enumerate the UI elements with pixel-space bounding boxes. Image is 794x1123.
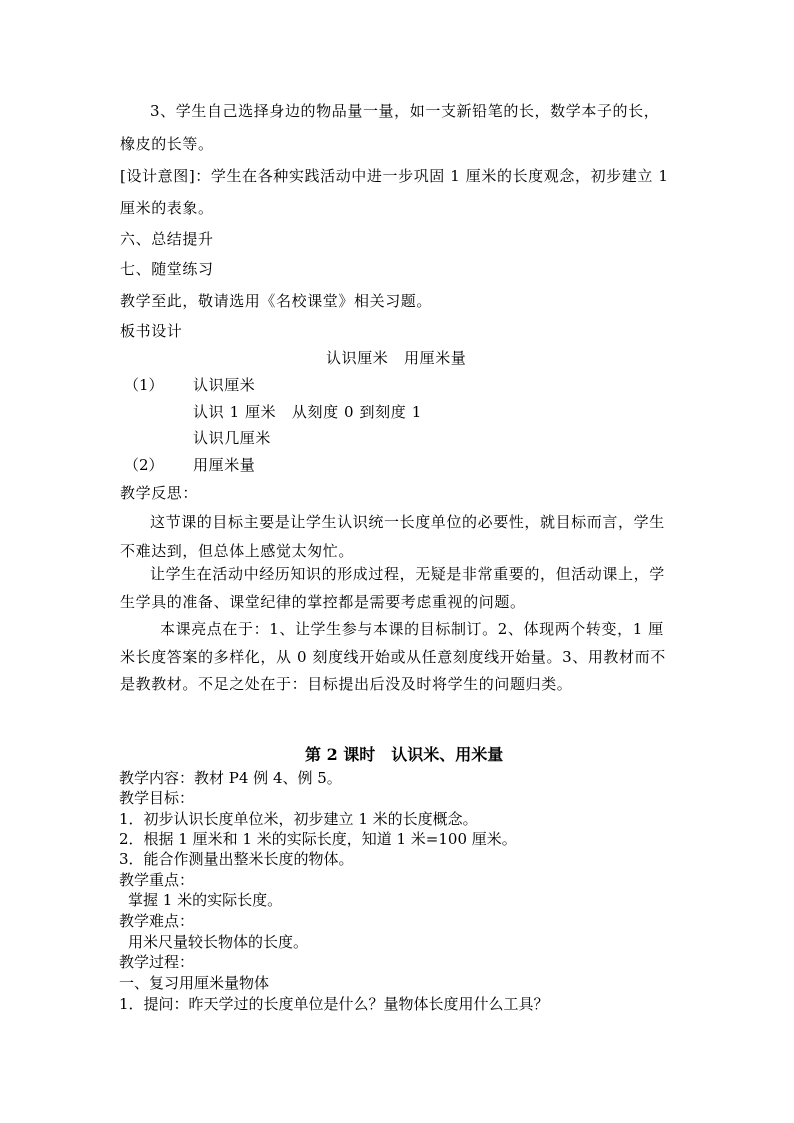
reflection-p3-line3: 是教教材。不足之处在于：目标提出后没及时将学生的问题归类。 [120,675,573,693]
reflection-p1-line2: 不难达到，但总体上感觉太匆忙。 [120,542,355,560]
teaching-content: 教学内容：教材 P4 例 4、例 5。 [119,769,342,787]
question-1: 1．提问：昨天学过的长度单位是什么？量物体长度用什么工具？ [119,995,549,1013]
reflection-p2-line2: 生学具的准备、课堂纪律的掌控都是需要考虑重视的问题。 [120,593,526,611]
key-point-text: 掌握 1 米的实际长度。 [128,891,283,909]
reflection-heading: 教学反思： [120,484,199,502]
goal-2: 2．根据 1 厘米和 1 米的实际长度，知道 1 米=100 厘米。 [119,830,517,848]
board-number-2: （2） [124,456,164,474]
practice-text: 教学至此，敬请选用《名校课堂》相关习题。 [120,292,433,310]
process-step-1: 一、复习用厘米量物体 [119,974,270,992]
board-item-2: 用厘米量 [193,456,256,474]
key-point-heading: 教学重点： [119,871,195,889]
difficult-point-text: 用米尺量较长物体的长度。 [128,933,309,951]
goal-3: 3．能合作测量出整米长度的物体。 [119,850,354,868]
item3-line2: 橡皮的长等。 [120,135,214,153]
goal-1: 1．初步认识长度单位米，初步建立 1 米的长度概念。 [119,810,478,828]
board-design-heading: 板书设计 [120,322,183,340]
design-intent-line1: [设计意图]：学生在各种实践活动中进一步巩固 1 厘米的长度观念，初步建立 1 [120,167,669,185]
reflection-p2-line1: 让学生在活动中经历知识的形成过程，无疑是非常重要的，但活动课上，学 [150,565,665,583]
difficult-point-heading: 教学难点： [119,912,195,930]
board-number-1: （1） [124,376,164,394]
design-intent-line2: 厘米的表象。 [120,199,214,217]
board-subitem-1: 认识 1 厘米 从刻度 0 到刻度 1 [193,403,422,421]
item3-line1: 3、学生自己选择身边的物品量一量，如一支新铅笔的长，数学本子的长， [150,102,660,120]
step-seven-heading: 七、随堂练习 [120,260,214,278]
board-subitem-2: 认识几厘米 [193,429,272,447]
reflection-p1-line1: 这节课的目标主要是让学生认识统一长度单位的必要性，就目标而言，学生 [150,513,665,531]
lesson-title: 第 2 课时 认识米、用米量 [305,745,504,764]
reflection-p3-line1: 本课亮点在于：1、让学生参与本课的目标制订。2、体现两个转变，1 厘 [160,620,664,638]
board-item-1: 认识厘米 [193,376,256,394]
teaching-goals-heading: 教学目标： [119,789,195,807]
step-six-heading: 六、总结提升 [120,230,214,248]
board-title: 认识厘米 用厘米量 [326,349,467,367]
teaching-process-heading: 教学过程： [119,953,195,971]
reflection-p3-line2: 米长度答案的多样化，从 0 刻度线开始或从任意刻度线开始量。3、用教材而不 [120,648,666,666]
